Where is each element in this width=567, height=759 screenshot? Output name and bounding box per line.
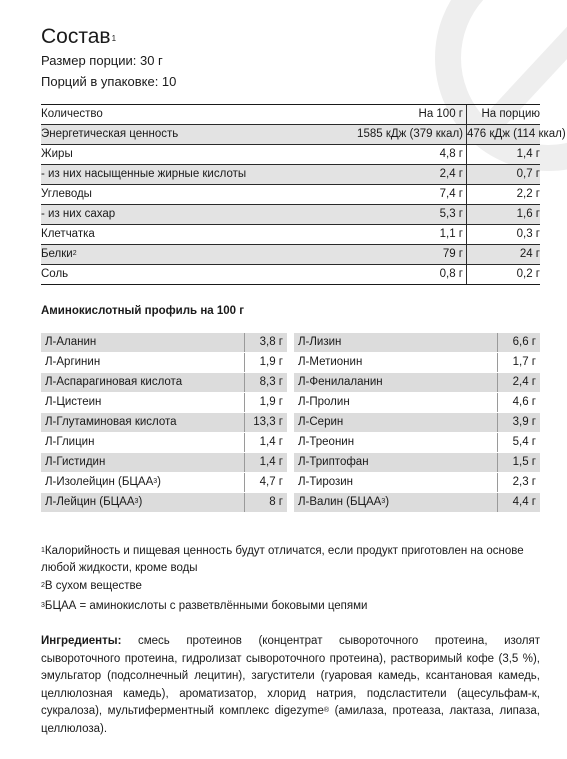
page-title: Состав$^1$ — [41, 25, 117, 48]
amino-label: Л-Аргинин — [45, 356, 101, 368]
amino-name — [294, 473, 497, 492]
servings-per-pack: Порций в упаковке: 10 — [41, 74, 177, 89]
amino-label: Л-Аланин — [45, 336, 97, 348]
amino-label: Л-Треонин — [298, 436, 355, 448]
amino-label-paren: ) — [157, 476, 161, 488]
nutrient-name — [41, 185, 299, 204]
nutrition-table — [41, 104, 566, 285]
amino-table-right — [294, 333, 540, 513]
amino-label — [298, 496, 389, 508]
amino-name — [41, 433, 244, 452]
amino-row — [41, 393, 287, 413]
nutrient-name — [41, 245, 299, 264]
nutrient-per100: 5,3 г — [299, 205, 467, 224]
amino-value: 6,6 г — [497, 333, 540, 352]
amino-label: Л-Глутаминовая кислота — [45, 416, 177, 428]
amino-value: 4,6 г — [497, 393, 540, 412]
amino-name — [294, 393, 497, 412]
amino-value: 1,4 г — [244, 453, 287, 472]
nutrient-label: Жиры — [41, 148, 73, 160]
nutrient-per-serving: 0,7 г — [516, 168, 540, 180]
amino-name — [41, 413, 244, 432]
amino-footnote-ref: 3 — [134, 498, 139, 505]
amino-name — [294, 493, 497, 512]
amino-label-text: Л-Лейцин (БЦАА — [45, 496, 135, 508]
amino-value: 3,8 г — [244, 333, 287, 352]
nutrition-row — [41, 125, 566, 145]
amino-label — [45, 496, 142, 508]
amino-row — [41, 433, 287, 453]
amino-value: 3,9 г — [497, 413, 540, 432]
nutrient-per100: 1585 кДж (379 ккал) — [299, 125, 467, 144]
amino-row — [294, 333, 540, 353]
amino-row — [294, 493, 540, 513]
amino-row — [41, 453, 287, 473]
nutrient-label: Клетчатка — [41, 228, 95, 240]
amino-row — [294, 393, 540, 413]
amino-label: Л-Серин — [298, 416, 344, 428]
nutrient-label: - из них насыщенные жирные кислоты — [41, 168, 247, 180]
nutrient-per-serving: 1,4 г — [516, 148, 540, 160]
amino-name — [294, 333, 497, 352]
amino-value: 1,4 г — [244, 433, 287, 452]
amino-label: Л-Глицин — [45, 436, 95, 448]
header-name: Количество — [41, 108, 103, 120]
amino-name — [41, 333, 244, 352]
header-per100: На 100 г — [299, 105, 467, 124]
nutrient-name — [41, 225, 299, 244]
header-per-serving: На порцию — [481, 108, 540, 120]
nutrition-row — [41, 165, 540, 185]
amino-label: Л-Гистидин — [45, 456, 106, 468]
amino-title: Аминокислотный профиль на 100 г — [41, 305, 245, 317]
nutrient-name — [41, 265, 299, 284]
amino-value: 8,3 г — [244, 373, 287, 392]
amino-name — [41, 393, 244, 412]
nutrient-per100: 4,8 г — [299, 145, 467, 164]
amino-label: Л-Фенилаланин — [298, 376, 383, 388]
nutrient-per100: 2,4 г — [299, 165, 467, 184]
amino-name — [294, 373, 497, 392]
amino-row — [294, 473, 540, 493]
nutrition-row — [41, 225, 540, 245]
nutrient-per-serving: 0,2 г — [516, 268, 540, 280]
nutrient-per-serving: 24 г — [519, 248, 540, 260]
amino-label: Л-Тирозин — [298, 476, 354, 488]
nutrient-per100: 7,4 г — [299, 185, 467, 204]
amino-name — [294, 453, 497, 472]
amino-table-left — [41, 333, 287, 513]
amino-row — [41, 333, 287, 353]
amino-value: 4,4 г — [497, 493, 540, 512]
nutrient-name — [41, 145, 299, 164]
amino-label-text: Л-Изолейцин (БЦАА — [45, 476, 154, 488]
amino-label: Л-Лизин — [298, 336, 342, 348]
amino-value: 13,3 г — [244, 413, 287, 432]
amino-row — [294, 373, 540, 393]
nutrition-header-row — [41, 104, 540, 125]
amino-name — [41, 453, 244, 472]
amino-label-paren: ) — [138, 496, 143, 508]
amino-label: Л-Цистеин — [45, 396, 102, 408]
amino-value: 1,5 г — [497, 453, 540, 472]
nutrient-per100: 1,1 г — [299, 225, 467, 244]
nutrition-row — [41, 245, 540, 265]
nutrient-per100: 79 г — [299, 245, 467, 264]
amino-label: Л-Пролин — [298, 396, 350, 408]
amino-row — [41, 493, 287, 513]
nutrition-row — [41, 205, 540, 225]
amino-label: Л-Аспарагиновая кислота — [45, 376, 183, 388]
amino-name — [294, 433, 497, 452]
nutrient-label: Углеводы — [41, 188, 92, 200]
amino-row — [41, 473, 287, 493]
amino-value: 5,4 г — [497, 433, 540, 452]
nutrient-per-serving: 2,2 г — [516, 188, 540, 200]
amino-name — [41, 473, 244, 492]
amino-row — [294, 433, 540, 453]
footnote-3: $^3$БЦАА = аминокислоты с разветвлёнными боковыми цепями — [41, 600, 368, 612]
amino-row — [294, 353, 540, 373]
amino-row — [41, 373, 287, 393]
nutrient-name — [41, 165, 299, 184]
nutrient-footnote-ref: 2 — [72, 250, 77, 257]
nutrition-row — [41, 265, 540, 285]
amino-name — [41, 493, 244, 512]
amino-value: 8 г — [244, 493, 287, 512]
amino-value: 2,4 г — [497, 373, 540, 392]
serving-size: Размер порции: 30 г — [41, 53, 163, 68]
amino-label-paren: ) — [385, 496, 390, 508]
nutrition-row — [41, 185, 540, 205]
amino-footnote-ref: 3 — [153, 478, 158, 485]
amino-row — [41, 413, 287, 433]
amino-footnote-ref: 3 — [381, 498, 386, 505]
amino-name — [41, 373, 244, 392]
amino-label: Л-Метионин — [298, 356, 363, 368]
amino-row — [41, 353, 287, 373]
nutrient-label: Белки — [41, 248, 73, 260]
nutrient-label: - из них сахар — [41, 208, 116, 220]
nutrient-name — [41, 205, 299, 224]
amino-value: 2,3 г — [497, 473, 540, 492]
amino-name — [294, 353, 497, 372]
nutrient-label: Энергетическая ценность — [41, 128, 179, 140]
nutrient-label: Соль — [41, 268, 69, 280]
nutrition-row — [41, 145, 540, 165]
amino-label: Л-Триптофан — [298, 456, 369, 468]
nutrient-per100: 0,8 г — [299, 265, 467, 284]
amino-row — [294, 413, 540, 433]
nutrient-per-serving: 0,3 г — [516, 228, 540, 240]
amino-name — [41, 353, 244, 372]
amino-label — [45, 476, 161, 488]
nutrient-per-serving: 1,6 г — [516, 208, 540, 220]
footnote-1: $^1$Калорийность и пищевая ценность будут отличатся, если продукт приготовлен на основе любой жидкости, кроме воды — [41, 545, 524, 574]
amino-row — [294, 453, 540, 473]
nutrient-name — [41, 125, 299, 144]
ingredients-text: Ингредиенты: смесь протеинов (концентрат сывороточного протеина, изолят сывороточного протеина, гидролизат сывороточного протеина), растворимый кофе (3,5 %), эмульгатор (подсолнечный лецитин), загустители (гуаровая камедь, ксантановая камедь, целлюлозная камедь), ароматизатор, хлорид натрия, подсластители (ацесульфам-к, сукралоза), мультиферментный комплекс digezyme® (амилаза, протеаза, лактаза, липаза, целлюлоза). — [41, 635, 541, 735]
amino-value: 1,7 г — [497, 353, 540, 372]
amino-name — [294, 413, 497, 432]
nutrient-per-serving: 476 кДж (114 ккал) — [467, 128, 566, 140]
amino-value: 1,9 г — [244, 393, 287, 412]
amino-value: 1,9 г — [244, 353, 287, 372]
amino-value: 4,7 г — [244, 473, 287, 492]
footnote-2: $^2$В сухом веществе — [41, 580, 142, 592]
amino-label-text: Л-Валин (БЦАА — [298, 496, 382, 508]
